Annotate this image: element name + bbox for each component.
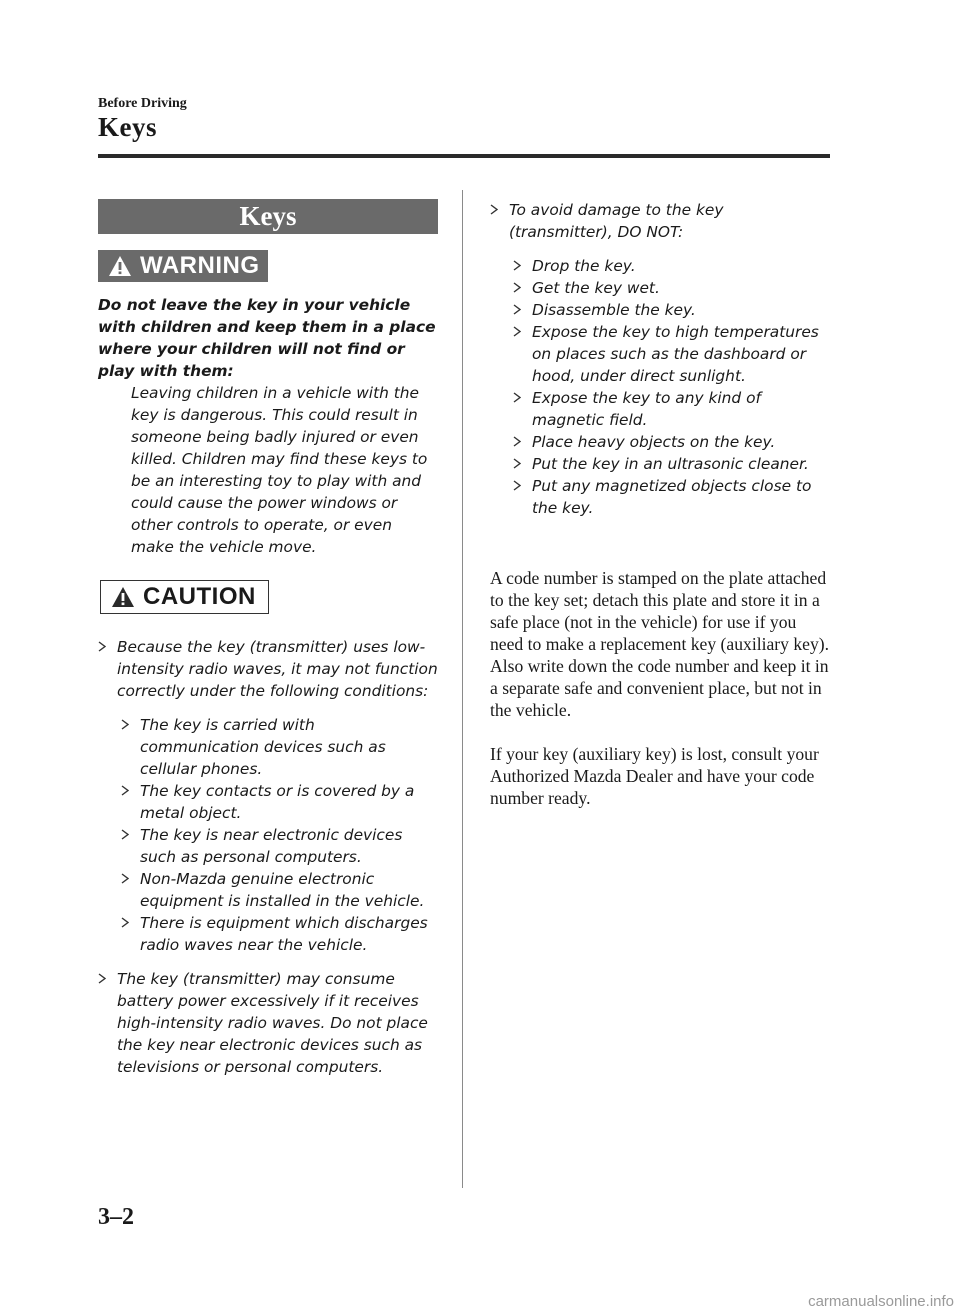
list-item	[98, 824, 438, 868]
list-item-text: The key contacts or is covered by a metal object.	[140, 782, 415, 822]
list-item	[98, 780, 438, 824]
list-item-text: Because the key (transmitter) uses low-intensity radio waves, it may not function correctly under the following conditions:	[117, 638, 438, 700]
column-divider	[462, 190, 463, 1188]
list-item	[490, 299, 830, 321]
list-item	[98, 636, 438, 702]
arrow-bullet-icon	[121, 829, 129, 840]
sublist	[490, 255, 830, 519]
list-item-text: To avoid damage to the key (transmitter), DO NOT:	[509, 201, 724, 241]
paragraph: If your key (auxiliary key) is lost, consult your Authorized Mazda Dealer and have your code number ready.	[490, 744, 819, 808]
list-item-text: The key is carried with communication devices such as cellular phones.	[140, 716, 386, 778]
arrow-bullet-icon	[513, 392, 521, 403]
section-title-bar: Keys	[98, 199, 438, 234]
list-item	[490, 453, 830, 475]
sublist	[98, 714, 438, 956]
body-text	[490, 567, 830, 809]
list-item	[490, 387, 830, 431]
list-item-text: Non-Mazda genuine electronic equipment is installed in the vehicle.	[140, 870, 425, 910]
list-item-text: Expose the key to high temperatures on places such as the dashboard or hood, under direct sunlight.	[532, 323, 819, 385]
page-number: 3–2	[98, 1204, 134, 1230]
arrow-bullet-icon	[121, 873, 129, 884]
list-item-text: Get the key wet.	[532, 279, 660, 297]
arrow-bullet-icon	[513, 480, 521, 491]
warning-label	[98, 250, 268, 282]
arrow-bullet-icon	[121, 917, 129, 928]
page-title: Keys	[98, 112, 157, 142]
paragraph: Also write down the code number and keep it in a separate safe and convenient place, but not in the vehicle.	[490, 656, 829, 720]
list-item	[490, 199, 830, 243]
list-item	[490, 255, 830, 277]
arrow-bullet-icon	[98, 641, 106, 652]
list-item-text: Place heavy objects on the key.	[532, 433, 776, 451]
list-item-text: There is equipment which discharges radio waves near the vehicle.	[140, 914, 428, 954]
list-item	[490, 431, 830, 453]
left-column	[98, 199, 438, 1078]
arrow-bullet-icon	[513, 282, 521, 293]
section-label: Before Driving	[98, 96, 187, 111]
caution-list	[98, 636, 438, 1078]
paragraph: A code number is stamped on the plate attached to the key set; detach this plate and store it in a safe place (not in the vehicle) for use if you need to make a replacement key (auxiliary key).	[490, 568, 830, 654]
list-item-text: Disassemble the key.	[532, 301, 696, 319]
arrow-bullet-icon	[513, 304, 521, 315]
list-item-text: The key is near electronic devices such as personal computers.	[140, 826, 403, 866]
arrow-bullet-icon	[513, 458, 521, 469]
list-item	[490, 321, 830, 387]
list-item	[490, 277, 830, 299]
right-column	[490, 199, 830, 809]
caution-triangle-icon	[111, 586, 135, 608]
list-item	[98, 868, 438, 912]
arrow-bullet-icon	[121, 785, 129, 796]
list-item-text: Put the key in an ultrasonic cleaner.	[532, 455, 809, 473]
arrow-bullet-icon	[513, 436, 521, 447]
warning-label-text: WARNING	[140, 252, 260, 279]
arrow-bullet-icon	[513, 260, 521, 271]
list-item-text: The key (transmitter) may consume battery power excessively if it receives high-intensity radio waves. Do not place the key near electronic devices such as televisions or personal computers.	[117, 970, 428, 1076]
list-item-text: Put any magnetized objects close to the key.	[532, 477, 812, 517]
warning-triangle-icon	[108, 255, 132, 277]
caution-label-text: CAUTION	[143, 583, 256, 610]
caution-label	[100, 580, 269, 614]
arrow-bullet-icon	[121, 719, 129, 730]
list-item	[98, 714, 438, 780]
list-item	[98, 968, 438, 1078]
warning-body: Leaving children in a vehicle with the key is dangerous. This could result in someone being badly injured or even killed. Children may find these keys to be an interesting toy to play with and could cause the power windows or other controls to operate, or even make the vehicle move.	[131, 384, 428, 556]
warning-lead: Do not leave the key in your vehicle with children and keep them in a place where your children will not find or play with them:	[98, 296, 436, 380]
arrow-bullet-icon	[490, 204, 498, 215]
arrow-bullet-icon	[98, 973, 106, 984]
list-item	[98, 912, 438, 956]
list-item-text: Drop the key.	[532, 257, 636, 275]
list-item-text: Expose the key to any kind of magnetic field.	[532, 389, 761, 429]
header-rule	[98, 154, 830, 158]
list-item	[490, 475, 830, 519]
arrow-bullet-icon	[513, 326, 521, 337]
watermark: carmanualsonline.info	[808, 1293, 954, 1310]
